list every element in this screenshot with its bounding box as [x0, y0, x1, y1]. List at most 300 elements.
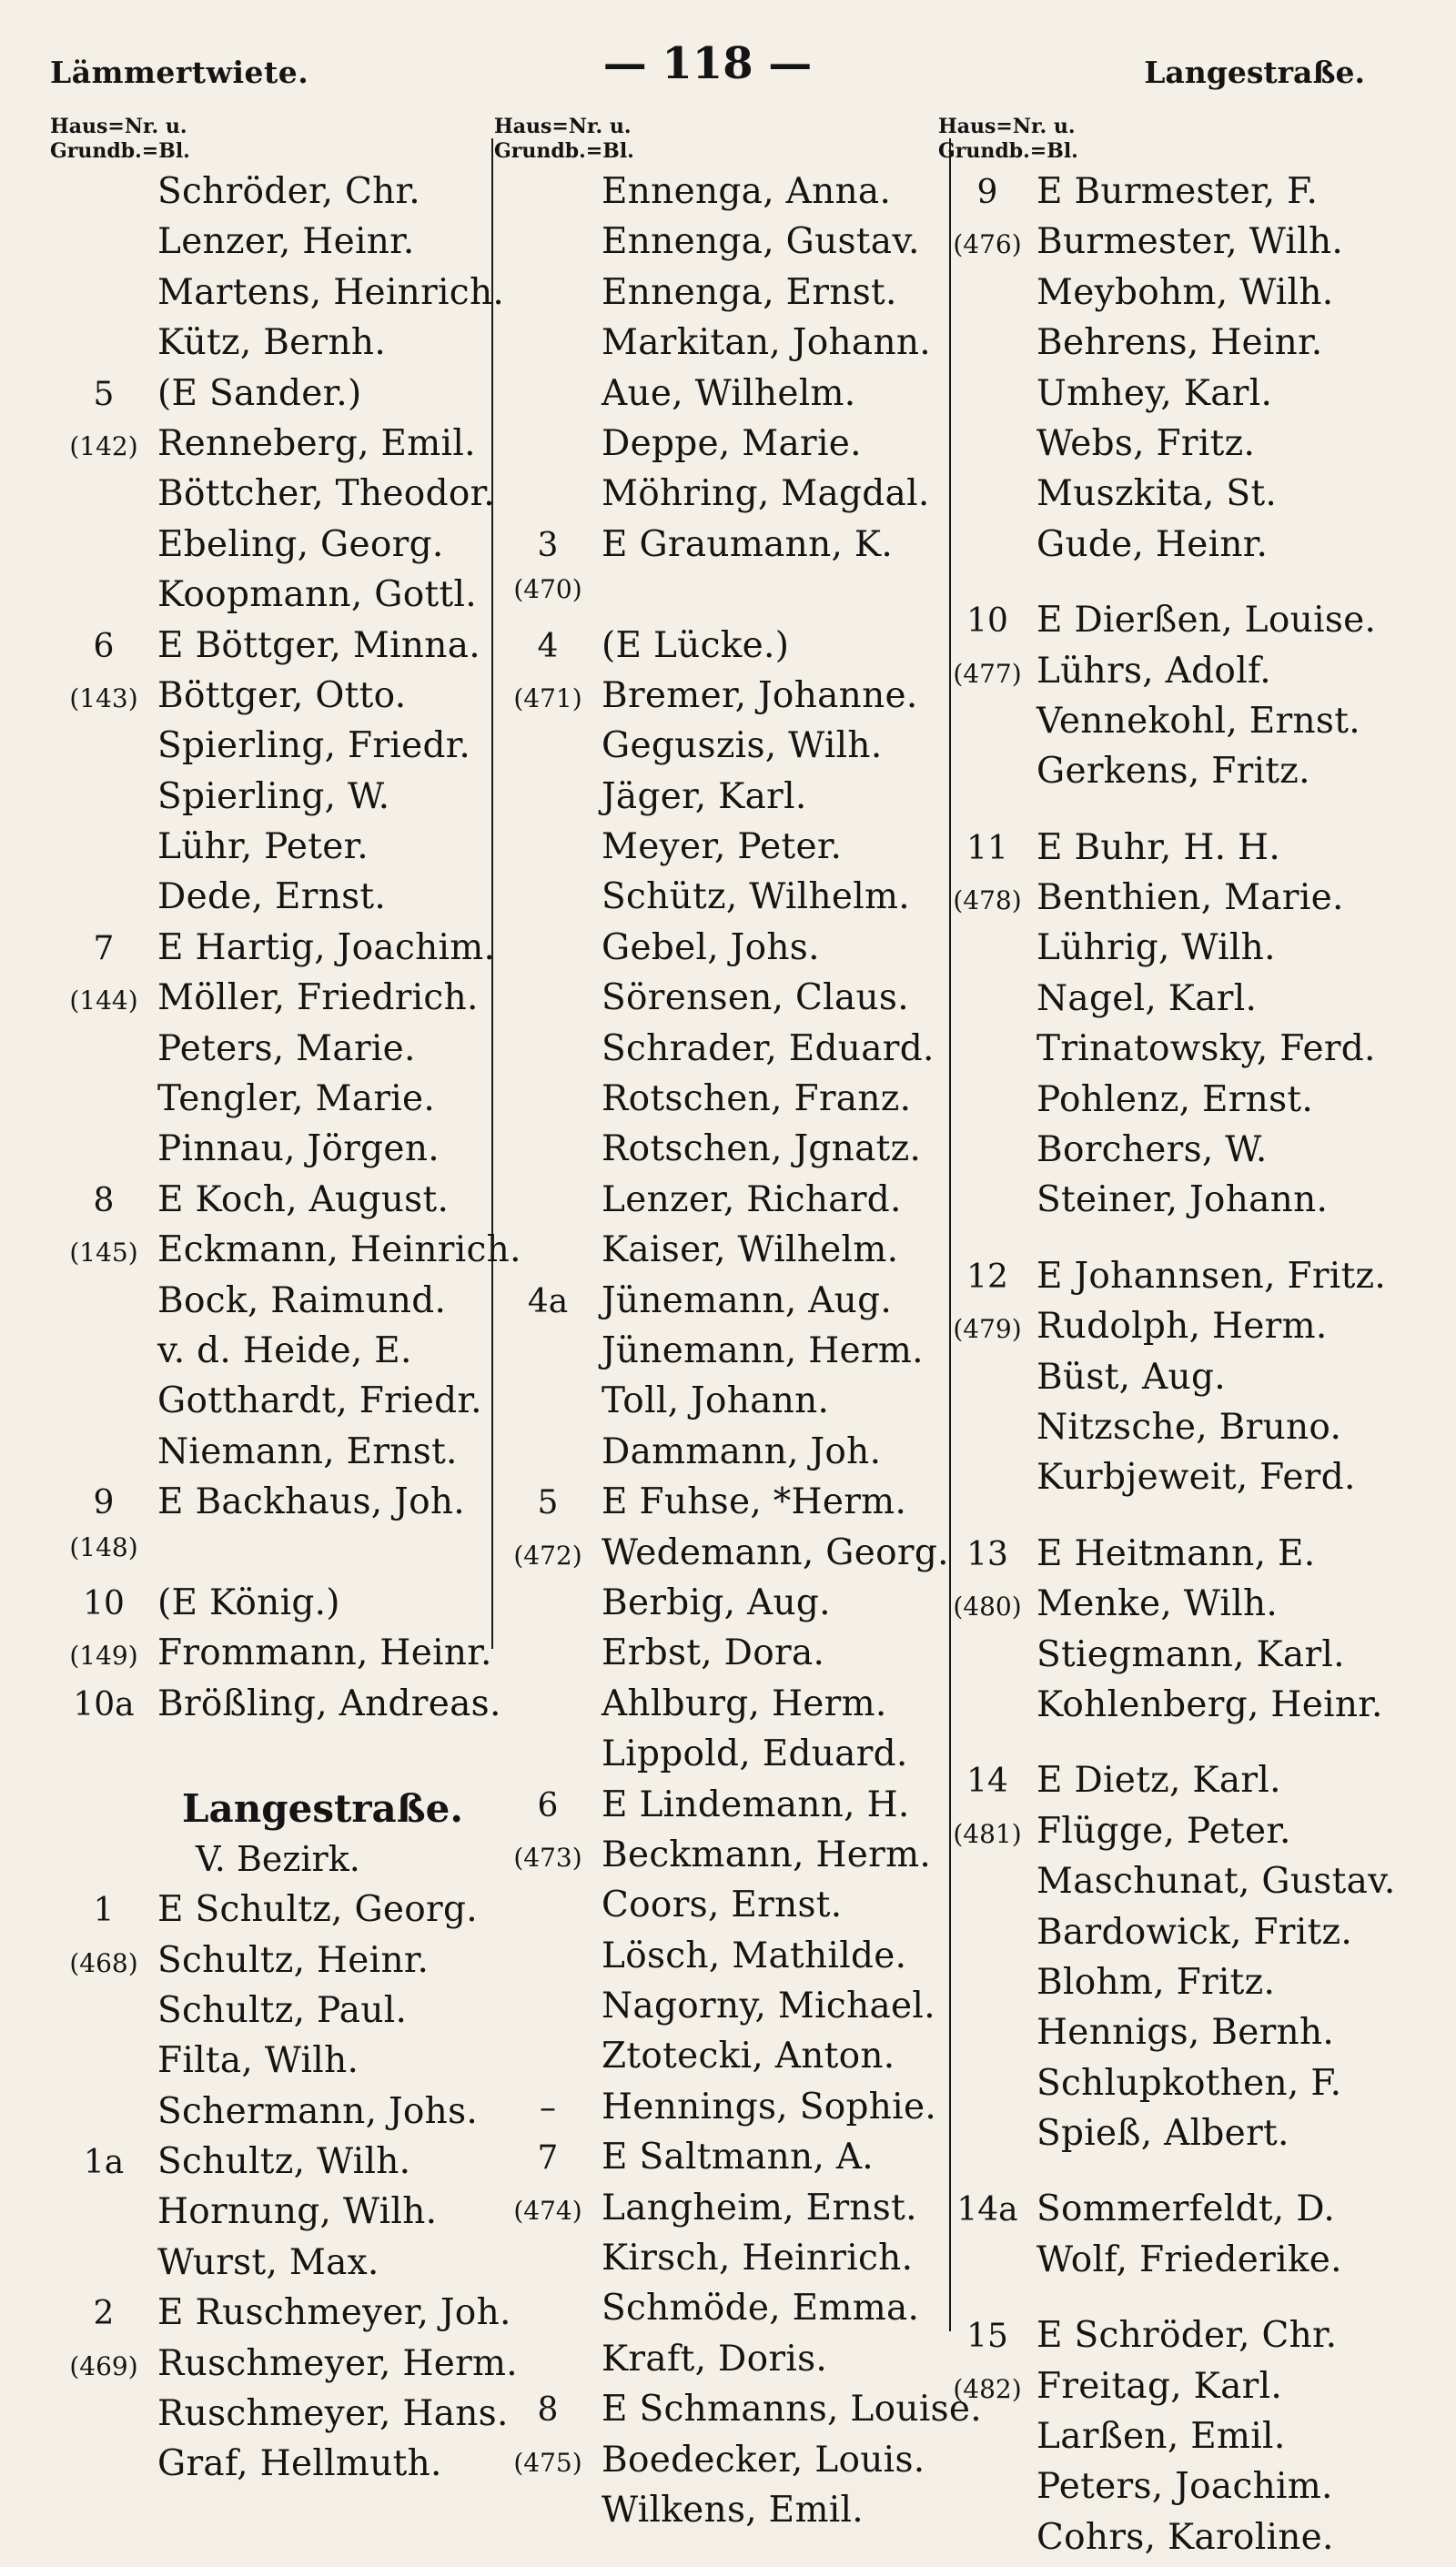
list-item	[494, 1986, 940, 2036]
resident-name: Meyer, Peter.	[602, 826, 843, 868]
house-number: (471)	[513, 682, 582, 713]
resident-name: Rudolph, Herm.	[1036, 1306, 1328, 1348]
list-item	[494, 171, 940, 221]
resident-name: Lenzer, Heinr.	[157, 221, 415, 263]
resident-name: Toll, Johann.	[602, 1380, 830, 1422]
resident-name: Burmester, Wilh.	[1036, 221, 1344, 263]
spacer	[938, 574, 1384, 600]
house-number: (480)	[953, 1592, 1022, 1622]
list-item	[494, 1431, 940, 1481]
resident-name: Meybohm, Wilh.	[1036, 271, 1334, 313]
list-item	[494, 2288, 940, 2338]
page-header	[50, 38, 1365, 93]
list-item	[938, 473, 1384, 523]
resident-name: Borchers, W.	[1036, 1129, 1268, 1171]
list-item	[938, 1760, 1384, 1810]
column-header-line: Haus=Nr. u.	[50, 115, 187, 138]
list-item	[938, 1407, 1384, 1457]
list-item	[494, 625, 940, 675]
column-1	[50, 115, 521, 2494]
list-item	[938, 1179, 1384, 1229]
column-header-line: Grundb.=Bl.	[50, 139, 190, 163]
resident-name: Ztotecki, Anton.	[602, 2036, 895, 2077]
list-item	[50, 977, 496, 1027]
house-number: 6	[537, 1786, 559, 1824]
resident-name: Ruschmeyer, Herm.	[157, 2342, 518, 2384]
list-item	[494, 2238, 940, 2288]
house-number: (468)	[69, 1947, 138, 1978]
list-item	[494, 322, 940, 372]
resident-name: Lührs, Adolf.	[1036, 650, 1272, 692]
list-item	[938, 1129, 1384, 1179]
resident-name: E Heitmann, E.	[1036, 1532, 1316, 1574]
house-number: 6	[93, 627, 115, 665]
spacer	[938, 1508, 1384, 1533]
list-item	[50, 1229, 521, 1279]
house-number: 4	[537, 627, 559, 665]
header-street-right: Langestraße.	[1144, 55, 1365, 90]
list-item	[494, 1128, 940, 1178]
list-item	[494, 2440, 940, 2490]
resident-name: Kurbjeweit, Ferd.	[1036, 1457, 1356, 1499]
resident-name: Gude, Heinr.	[1036, 523, 1269, 565]
resident-name: Nagel, Karl.	[1036, 977, 1258, 1019]
resident-name: Jäger, Karl.	[602, 775, 807, 817]
resident-name: Rotschen, Jgnatz.	[602, 1128, 922, 1170]
list-item	[938, 423, 1384, 473]
column-header	[494, 115, 940, 164]
list-item	[494, 1784, 940, 1834]
list-item	[938, 524, 1384, 574]
house-number: (470)	[513, 574, 582, 605]
resident-name: Schmöde, Emma.	[602, 2288, 920, 2330]
resident-name: Graf, Hellmuth.	[157, 2443, 442, 2485]
resident-name: Trinatowsky, Ferd.	[1036, 1028, 1376, 1070]
resident-name: E Lindemann, H.	[602, 1784, 910, 1825]
list-item	[50, 423, 496, 473]
resident-name: Erbst, Dora.	[602, 1632, 825, 1674]
house-number: (469)	[69, 2350, 138, 2381]
list-item	[50, 625, 496, 675]
house-number: 12	[966, 1258, 1008, 1296]
list-item	[938, 1533, 1384, 1583]
resident-name: Wurst, Max.	[157, 2241, 379, 2283]
resident-name: Freitag, Karl.	[1036, 2365, 1283, 2407]
list-item	[50, 322, 496, 372]
list-item	[938, 1684, 1384, 1734]
list-item	[494, 1885, 940, 1935]
list-item	[494, 1683, 940, 1733]
list-item	[494, 1229, 940, 1279]
list-item	[494, 373, 940, 423]
list-item	[938, 1255, 1387, 1306]
list-item	[938, 877, 1384, 927]
section-title: Langestraße.	[182, 1786, 464, 1832]
list-item	[494, 1834, 940, 1885]
house-number: 8	[537, 2391, 559, 2430]
list-item	[494, 2137, 940, 2187]
resident-name: E Schröder, Chr.	[1036, 2315, 1338, 2357]
resident-name: Peters, Marie.	[157, 1027, 416, 1069]
resident-name: Ahlburg, Herm.	[602, 1683, 887, 1724]
list-item	[494, 977, 940, 1027]
resident-name: Peters, Joachim.	[1036, 2466, 1333, 2508]
resident-name: Behrens, Heinr.	[1036, 322, 1323, 364]
resident-name: Menke, Wilh.	[1036, 1583, 1279, 1625]
resident-name: (E Sander.)	[157, 372, 362, 414]
resident-name: Deppe, Marie.	[602, 422, 862, 464]
resident-name: Lösch, Mathilde.	[602, 1935, 907, 1976]
list-item	[494, 473, 940, 523]
resident-name: E Böttger, Minna.	[157, 624, 480, 666]
house-number: (479)	[953, 1314, 1022, 1345]
resident-name: Renneberg, Emil.	[157, 422, 476, 464]
resident-name: Tengler, Marie.	[157, 1078, 436, 1120]
list-item	[938, 1583, 1384, 1633]
resident-name: Ennenga, Gustav.	[602, 221, 920, 263]
resident-name: E Hartig, Joachim.	[157, 926, 496, 968]
resident-name: Frommann, Heinr.	[157, 1632, 492, 1674]
list-item	[938, 1811, 1384, 1861]
spacer	[938, 1734, 1384, 1760]
spacer	[50, 1733, 496, 1786]
house-number: 9	[93, 1484, 115, 1522]
column-2	[494, 115, 982, 2540]
resident-name: Wolf, Friederike.	[1036, 2239, 1342, 2280]
resident-name: Aue, Wilhelm.	[602, 372, 856, 414]
resident-name: Steiner, Johann.	[1036, 1179, 1329, 1221]
list-item	[938, 751, 1384, 801]
list-item	[50, 473, 496, 523]
list-item	[50, 524, 496, 574]
resident-name: Niemann, Ernst.	[157, 1430, 458, 1472]
list-item	[938, 2188, 1384, 2239]
list-item	[50, 1683, 501, 1733]
resident-name: E Fuhse, *Herm.	[602, 1481, 907, 1523]
list-item	[494, 2036, 940, 2086]
list-item	[494, 1280, 940, 1330]
column-header-line: Grundb.=Bl.	[938, 139, 1078, 163]
resident-name: Koopmann, Gottl.	[157, 574, 477, 616]
list-item	[494, 574, 940, 624]
list-item	[494, 2087, 940, 2137]
list-item	[50, 1990, 496, 2040]
house-number: (478)	[953, 885, 1022, 916]
list-item	[50, 1940, 496, 1990]
list-item	[50, 2342, 518, 2393]
resident-name: (E König.)	[157, 1582, 340, 1623]
list-item	[494, 1733, 940, 1784]
list-item	[50, 725, 496, 775]
list-item	[50, 2040, 496, 2090]
list-item	[494, 776, 940, 826]
resident-name: Wedemann, Georg.	[602, 1531, 949, 1573]
list-item	[50, 373, 496, 423]
resident-name: Lenzer, Richard.	[602, 1178, 902, 1220]
house-number: 1	[93, 1892, 115, 1930]
list-item	[938, 1912, 1384, 1962]
list-item	[494, 675, 940, 725]
resident-name: Bremer, Johanne.	[602, 674, 918, 716]
resident-name: Flügge, Peter.	[1036, 1810, 1291, 1852]
resident-name: E Buhr, H. H.	[1036, 826, 1281, 868]
list-item	[50, 1889, 496, 1939]
list-item	[938, 2063, 1384, 2113]
resident-name: Eckmann, Heinrich.	[157, 1229, 521, 1271]
list-item	[50, 2191, 496, 2241]
list-item	[50, 1431, 496, 1481]
house-number: 9	[976, 174, 998, 211]
resident-name: Spierling, W.	[157, 775, 390, 817]
resident-name: v. d. Heide, E.	[157, 1329, 412, 1371]
resident-name: E Burmester, F.	[1036, 171, 1319, 212]
resident-name: Schermann, Johs.	[157, 2090, 479, 2132]
resident-name: Blohm, Fritz.	[1036, 1961, 1276, 2003]
house-number: 2	[93, 2295, 115, 2333]
list-item	[494, 1582, 940, 1632]
resident-name: Wilkens, Emil.	[602, 2489, 864, 2531]
house-number: 11	[966, 829, 1008, 867]
house-number: (474)	[513, 2195, 582, 2226]
list-item	[494, 927, 940, 977]
list-item	[494, 1078, 940, 1128]
resident-name: Cohrs, Karoline.	[1036, 2516, 1334, 2558]
house-number: 3	[537, 526, 559, 564]
list-item	[938, 701, 1384, 751]
house-number: (145)	[69, 1238, 138, 1268]
resident-name: Ennenga, Ernst.	[602, 271, 897, 313]
resident-name: Ebeling, Georg.	[157, 523, 444, 565]
list-item	[494, 2490, 940, 2540]
list-item	[938, 322, 1384, 372]
list-item	[50, 1532, 496, 1582]
list-item	[938, 2012, 1384, 2062]
list-item	[494, 1632, 940, 1683]
section-subtitle: V. Bezirk.	[196, 1839, 360, 1880]
resident-name: Boedecker, Louis.	[602, 2439, 925, 2481]
spacer	[938, 2289, 1384, 2315]
list-item	[50, 876, 496, 926]
list-item	[938, 1962, 1384, 2012]
house-number: 13	[966, 1535, 1008, 1573]
house-number: 1a	[83, 2144, 125, 2182]
list-item	[938, 221, 1384, 271]
list-item	[50, 2141, 496, 2191]
list-item	[50, 221, 496, 271]
resident-name: (E Lücke.)	[602, 624, 790, 666]
resident-name: Ennenga, Anna.	[602, 171, 892, 212]
list-item	[494, 876, 940, 926]
house-number: –	[540, 2088, 556, 2127]
resident-name: Lippold, Eduard.	[602, 1733, 908, 1775]
list-item	[938, 2239, 1384, 2289]
list-item	[938, 927, 1384, 977]
list-item	[50, 2242, 496, 2292]
house-number: (149)	[69, 1641, 138, 1672]
resident-name: Sommerfeldt, D.	[1036, 2188, 1336, 2230]
resident-name: Beckmann, Herm.	[602, 1834, 932, 1875]
list-item	[938, 2517, 1384, 2567]
resident-name: Kaiser, Wilhelm.	[602, 1229, 899, 1271]
resident-name: Kohlenberg, Heinr.	[1036, 1683, 1383, 1725]
resident-name: Larßen, Emil.	[1036, 2416, 1286, 2458]
resident-name: Kütz, Bernh.	[157, 322, 387, 364]
house-number: 10	[966, 602, 1008, 641]
resident-name: Stiegmann, Karl.	[1036, 1633, 1345, 1675]
list-item	[938, 2315, 1384, 2365]
house-number: (477)	[953, 658, 1022, 689]
resident-name: E Backhaus, Joh.	[157, 1481, 465, 1523]
list-item	[50, 2292, 511, 2342]
resident-name: Berbig, Aug.	[602, 1582, 831, 1623]
list-item	[494, 2339, 940, 2389]
resident-name: Schlupkothen, F.	[1036, 2062, 1342, 2104]
house-number: (482)	[953, 2373, 1022, 2404]
resident-name: Kirsch, Heinrich.	[602, 2238, 914, 2279]
resident-name: Webs, Fritz.	[1036, 422, 1256, 464]
list-item	[494, 1380, 940, 1430]
house-number: (472)	[513, 1540, 582, 1571]
resident-name: E Ruschmeyer, Joh.	[157, 2292, 511, 2334]
column-header	[50, 115, 496, 164]
resident-name: Spieß, Albert.	[1036, 2113, 1289, 2155]
resident-name: Sörensen, Claus.	[602, 977, 909, 1019]
list-item	[50, 1481, 496, 1531]
list-item	[50, 1078, 496, 1128]
list-item	[50, 675, 496, 725]
resident-name: E Dietz, Karl.	[1036, 1760, 1281, 1802]
list-item	[494, 1028, 940, 1078]
resident-name: Gebel, Johs.	[602, 926, 820, 968]
house-number: (481)	[953, 1818, 1022, 1849]
house-number: (144)	[69, 985, 138, 1016]
list-item	[938, 2466, 1384, 2516]
list-item	[938, 1357, 1384, 1407]
resident-name: Hennings, Sophie.	[602, 2086, 937, 2127]
resident-name: Bardowick, Fritz.	[1036, 1911, 1353, 1953]
house-number: (142)	[69, 430, 138, 461]
resident-name: Lührig, Wilh.	[1036, 927, 1276, 969]
list-item	[938, 1028, 1384, 1078]
resident-name: Kraft, Doris.	[602, 2338, 828, 2380]
resident-name: Lühr, Peter.	[157, 826, 369, 868]
list-item	[938, 2113, 1384, 2163]
house-number: (148)	[69, 1531, 138, 1562]
list-item	[494, 826, 940, 876]
list-item	[50, 1179, 496, 1229]
list-item	[938, 1457, 1384, 1507]
resident-name: Langheim, Ernst.	[602, 2187, 917, 2228]
resident-name: Bock, Raimund.	[157, 1279, 447, 1321]
list-item	[50, 171, 496, 221]
house-number: 8	[93, 1181, 115, 1219]
resident-name: Jünemann, Herm.	[602, 1329, 924, 1371]
list-item	[494, 2389, 982, 2439]
list-item	[494, 221, 940, 271]
resident-name: Ruschmeyer, Hans.	[157, 2393, 509, 2435]
list-item	[938, 1634, 1384, 1684]
spacer	[938, 802, 1384, 827]
list-item	[50, 776, 496, 826]
list-item	[50, 1280, 496, 1330]
list-item	[494, 1935, 940, 1986]
resident-name: E Schultz, Georg.	[157, 1889, 478, 1931]
resident-name: Dammann, Joh.	[602, 1430, 882, 1472]
resident-name: E Schmanns, Louise.	[602, 2389, 982, 2431]
house-number: 14	[966, 1763, 1008, 1801]
resident-name: Möhring, Magdal.	[602, 473, 930, 515]
resident-name: Büst, Aug.	[1036, 1356, 1226, 1398]
house-number: 4a	[527, 1282, 569, 1320]
resident-name: Coors, Ernst.	[602, 1885, 843, 1926]
column-header	[938, 115, 1384, 164]
resident-name: Möller, Friedrich.	[157, 977, 479, 1019]
column-3	[938, 115, 1396, 2567]
resident-name: Pinnau, Jörgen.	[157, 1128, 440, 1170]
column-header-line: Grundb.=Bl.	[494, 139, 634, 163]
list-item	[938, 373, 1384, 423]
resident-name: Nitzsche, Bruno.	[1036, 1406, 1342, 1448]
resident-name: E Koch, August.	[157, 1178, 450, 1220]
list-item	[50, 574, 496, 624]
resident-name: Böttger, Otto.	[157, 674, 407, 716]
resident-name: Markitan, Johann.	[602, 322, 931, 364]
list-item	[50, 271, 505, 322]
list-item	[938, 827, 1384, 877]
resident-name: Schultz, Paul.	[157, 1989, 408, 2031]
resident-name: Nagorny, Michael.	[602, 1986, 935, 2027]
resident-name: Spierling, Friedr.	[157, 725, 471, 767]
list-item	[50, 927, 496, 977]
resident-name: Schröder, Chr.	[157, 171, 420, 212]
resident-name: Schultz, Wilh.	[157, 2141, 411, 2183]
resident-name: Dede, Ernst.	[157, 876, 387, 918]
house-number: 5	[93, 375, 115, 413]
list-item	[50, 826, 496, 876]
resident-name: Schrader, Eduard.	[602, 1027, 935, 1069]
resident-name: E Johannsen, Fritz.	[1036, 1255, 1387, 1297]
house-number: 5	[537, 1484, 559, 1522]
resident-name: E Dierßen, Louise.	[1036, 600, 1377, 642]
list-item	[50, 2091, 496, 2141]
house-number: (475)	[513, 2447, 582, 2478]
resident-name: Gerkens, Fritz.	[1036, 751, 1310, 793]
resident-name: E Saltmann, A.	[602, 2137, 875, 2178]
resident-name: Muszkita, St.	[1036, 473, 1278, 515]
resident-name: E Graumann, K.	[602, 523, 894, 565]
page-number: — 118 —	[602, 38, 813, 89]
list-item	[494, 1330, 940, 1380]
list-item	[494, 2188, 940, 2238]
list-item	[50, 2393, 509, 2443]
house-number: (476)	[953, 229, 1022, 260]
resident-name: Geguszis, Wilh.	[602, 725, 883, 767]
list-item	[938, 978, 1384, 1028]
resident-name: Maschunat, Gustav.	[1036, 1861, 1396, 1903]
column-header-line: Haus=Nr. u.	[494, 115, 632, 138]
list-item	[50, 1028, 496, 1078]
list-item	[50, 1128, 496, 1178]
resident-name: Filta, Wilh.	[157, 2040, 359, 2082]
house-number: 7	[93, 929, 115, 967]
resident-name: Jünemann, Aug.	[602, 1279, 893, 1321]
house-number: 10	[83, 1584, 125, 1622]
list-item	[494, 725, 940, 775]
house-number: 10a	[73, 1685, 135, 1723]
header-street-left: Lämmertwiete.	[50, 55, 309, 90]
list-item	[494, 524, 940, 574]
list-item	[494, 1481, 940, 1531]
